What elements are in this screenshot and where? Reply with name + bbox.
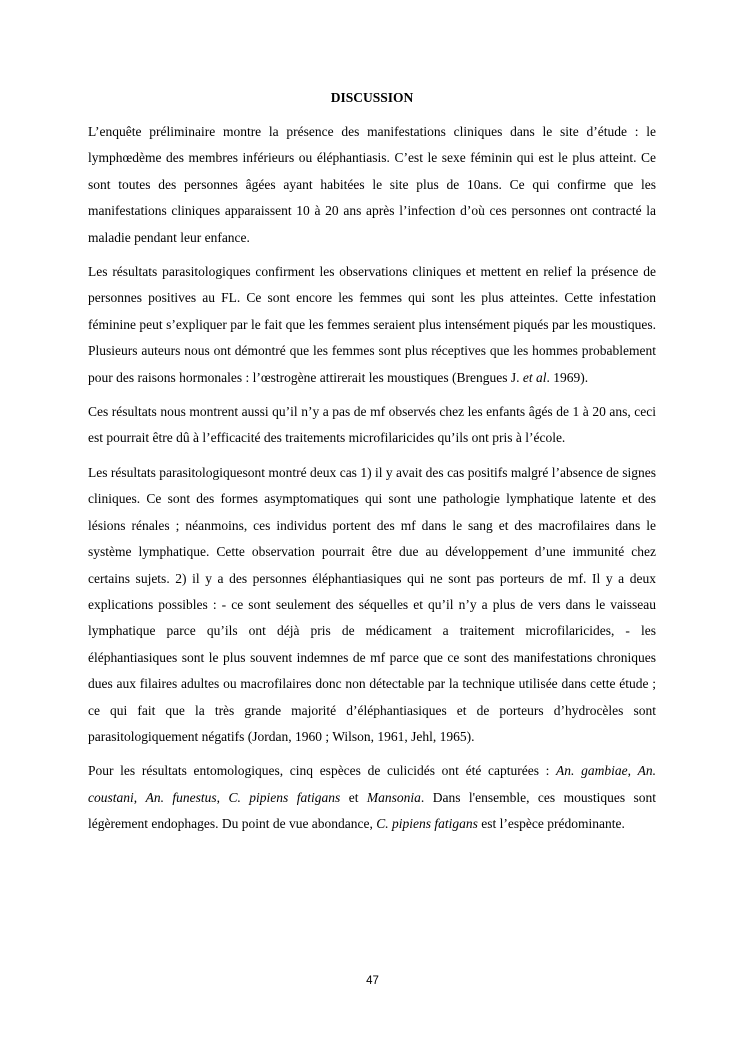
text-run: Les résultats parasitologiques confirment les observations cliniques et mettent en relief la présence de personnes positives au FL. Ce sont encore les femmes qui sont les plus atteintes. Cette infestation féminine peut s’expliquer par le fait que les femmes seraient plus intensément piqués par les moustiques. Plusieurs auteurs nous ont démontré que les femmes sont plus réceptives que les hommes probablement pour des raisons hormonales : l’œstrogène attirerait les moustiques (Brengues J. — [88, 264, 656, 385]
page-number: 47 — [366, 975, 379, 987]
section-title: DISCUSSION — [330, 90, 414, 105]
text-run: est l’espèce prédominante. — [477, 816, 625, 832]
paragraph — [88, 259, 656, 391]
italic-text: C. pipiens fatigans — [376, 816, 478, 832]
text-run: et — [340, 789, 367, 805]
paragraph — [88, 758, 656, 837]
italic-text: An. coustani — [88, 763, 657, 805]
text-run: , — [133, 789, 146, 805]
text-run: , — [216, 789, 229, 805]
italic-text: An. gambiae — [556, 763, 628, 779]
italic-text: An. funestus — [145, 789, 217, 805]
text-run: L’enquête préliminaire montre la présence des manifestations cliniques dans le site d’étude : le lymphœdème des membres inférieurs ou éléphantiasis. C’est le sexe féminin qui est le plus atteint. Ce sont toutes des personnes âgées ayant habitées le site plus de 10ans. Ce qui confirme que les manifestations cliniques apparaissent 10 à 20 ans après l’infection d’où ces personnes ont contracté la maladie pendant leur enfance. — [88, 124, 656, 245]
paragraph — [88, 119, 656, 251]
paragraph — [88, 399, 656, 452]
paragraph — [88, 460, 656, 750]
text-run: Pour les résultats entomologiques, cinq espèces de culicidés ont été capturées : — [88, 763, 557, 779]
italic-text: et al — [522, 369, 547, 385]
text-run: . Dans l'ensemble, ces moustiques sont légèrement endophages. Du point de vue abondance, — [88, 789, 657, 832]
text-run: . 1969). — [546, 369, 589, 385]
italic-text: Mansonia — [366, 789, 421, 805]
body-text — [88, 119, 656, 846]
text-run: Ces résultats nous montrent aussi qu’il n’y a pas de mf observés chez les enfants âgés de 1 à 20 ans, ceci est pourrait être dû à l’efficacité des traitements microfilaricides qu’ils ont pris à l’école. — [88, 404, 656, 446]
italic-text: C. pipiens fatigans — [228, 789, 341, 805]
text-run: , — [627, 763, 638, 779]
text-run: Les résultats parasitologiquesont montré deux cas 1) il y avait des cas positifs malgré l’absence de signes cliniques. Ce sont des formes asymptomatiques qui sont une pathologie lymphatique latente et des lésions rénales ; néanmoins, ces individus portent des mf dans le sang et des macrofilaires dans le système lymphatique. Cette observation pourrait être due au développement d’une immunité chez certains sujets. 2) il y a des personnes éléphantiasiques qui ne sont pas porteurs de mf. Il y a deux explications possibles : - ce sont seulement des séquelles et qu’il n’y a plus de vers dans le vaisseau lymphatique parce qu’ils ont déjà pris de médicament a traitement microfilaricides, - les éléphantiasiques sont le plus souvent indemnes de mf parce que ce sont des manifestations chroniques dues aux filaires adultes ou macrofilaires donc non détectable par la technique utilisée dans cette étude ; ce qui fait que la très grande majorité d’éléphantiasiques et de porteurs d’hydrocèles sont parasitologiquement négatifs (Jordan, 1960 ; Wilson, 1961, Jehl, 1965). — [88, 464, 656, 744]
